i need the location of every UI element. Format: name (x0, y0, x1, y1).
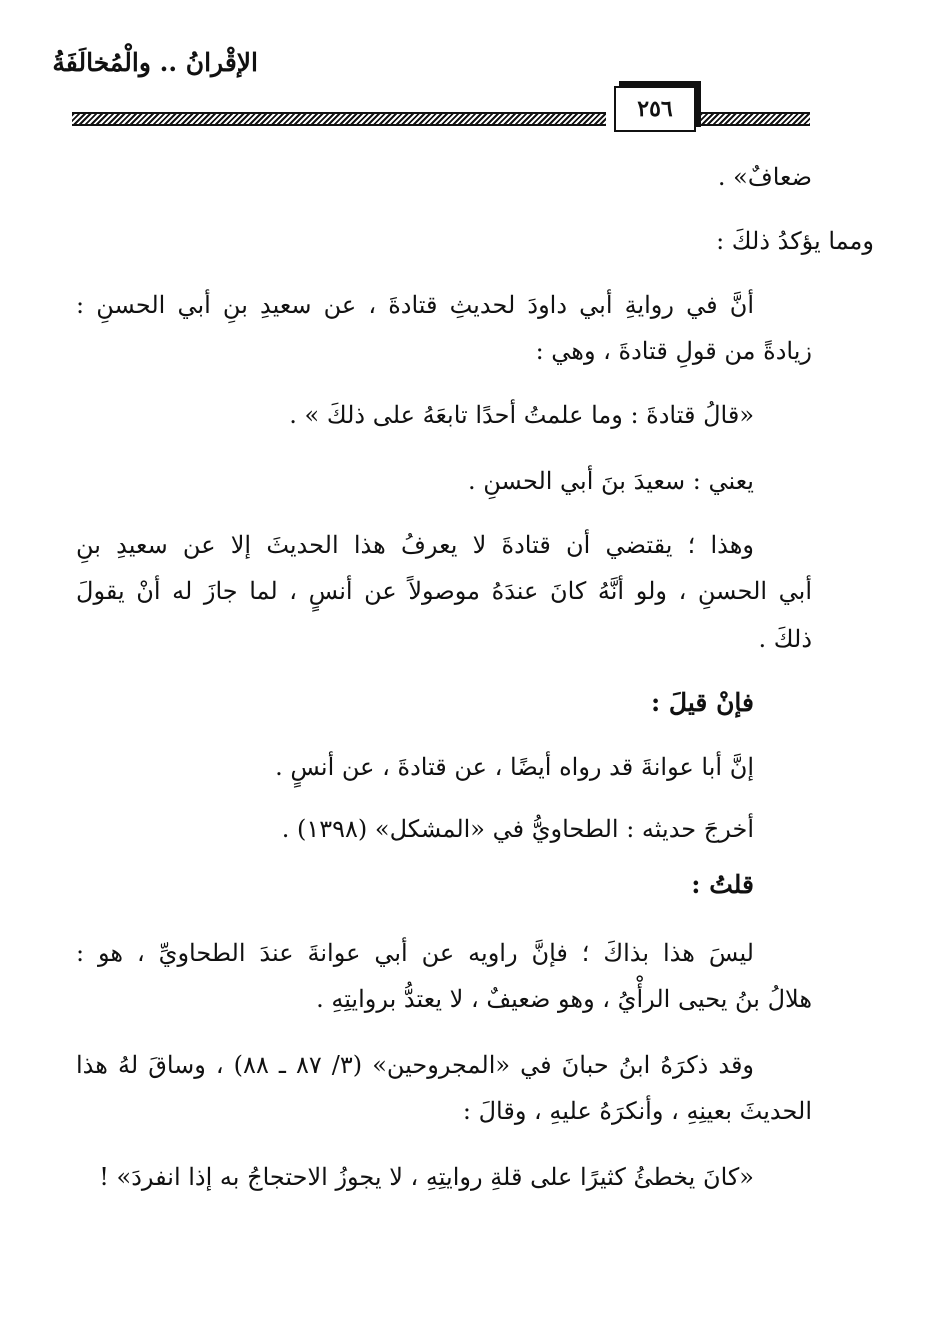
header-rule-right (700, 112, 810, 126)
text-line: هلالُ بنُ يحيى الرأْيُ ، وهو ضعيفٌ ، لا يعتدُّ بروايتِهِ . (316, 985, 812, 1013)
text-line: «قالُ قتادةَ : وما علمتُ أحدًا تابعَهُ على ذلكَ » . (289, 401, 754, 429)
text-line: أنَّ في روايةِ أبي داودَ لحديثِ قتادةَ ، عن سعيدِ بنِ أبي الحسنِ : (76, 291, 754, 319)
text-line: وقد ذكرَهُ ابنُ حبانَ في «المجروحين» (٣/ ٨٧ ـ ٨٨) ، وساقَ لهُ هذا (76, 1051, 755, 1079)
header-rule-left (72, 112, 606, 126)
text-line: إنَّ أبا عوانةَ قد رواه أيضًا ، عن قتادةَ ، عن أنسٍ . (275, 753, 754, 781)
text-line: «كانَ يخطئُ كثيرًا على قلةِ روايتِهِ ، لا يجوزُ الاحتجاجُ به إذا انفردَ» ! (99, 1163, 754, 1191)
text-line: زيادةً من قولِ قتادةَ ، وهي : (535, 337, 812, 365)
text-line: ومما يؤكدُ ذلكَ : (716, 227, 874, 255)
text-line: ليسَ هذا بذاكَ ؛ فإنَّ راويه عن أبي عوانةَ عندَ الطحاويِّ ، هو : (76, 939, 754, 967)
running-header-title: الإقْرانُ .. والْمُخالَفَةُ (52, 48, 258, 77)
text-line: الحديثَ بعينِهِ ، وأنكرَهُ عليهِ ، وقالَ : (462, 1097, 812, 1125)
text-line: ضعافٌ» . (717, 163, 812, 191)
text-line: يعني : سعيدَ بنَ أبي الحسنِ . (468, 467, 754, 495)
text-line: ذلكَ . (758, 625, 812, 653)
text-line: أخرجَ حديثه : الطحاويُّ في «المشكل» (١٣٩٨) . (281, 815, 754, 843)
section-heading: فإنْ قيلَ : (651, 688, 754, 717)
page-number: ٢٥٦ (614, 86, 696, 132)
text-line: أبي الحسنِ ، ولو أنَّهُ كانَ عندَهُ موصولاً عن أنسٍ ، لما جازَ له أنْ يقولَ (76, 577, 812, 605)
section-heading: قلتُ : (691, 870, 754, 899)
text-line: وهذا ؛ يقتضي أن قتادةَ لا يعرفُ هذا الحديثَ إلا عن سعيدِ بنِ (76, 531, 754, 559)
